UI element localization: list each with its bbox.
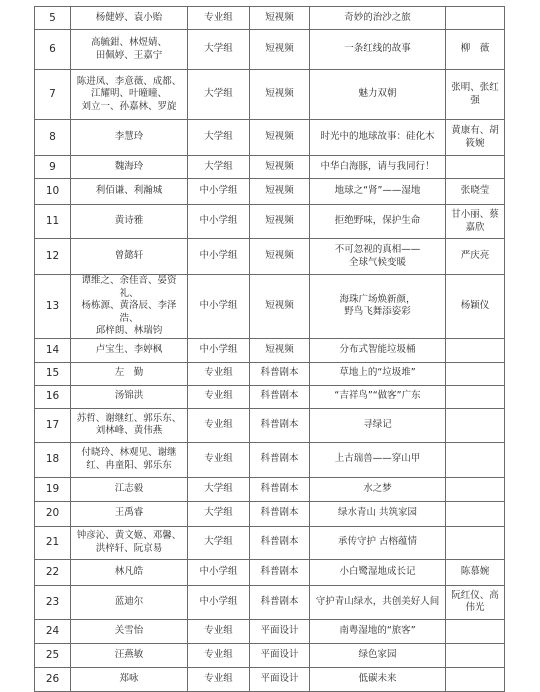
cell-number: 10 <box>35 179 71 205</box>
cell-author: 杨健婷、袁小贻 <box>71 7 188 30</box>
cell-number: 19 <box>35 477 71 501</box>
cell-tutor <box>446 156 505 179</box>
cell-number: 5 <box>35 7 71 30</box>
cell-category: 科普剧本 <box>250 385 310 408</box>
cell-tutor <box>446 643 505 667</box>
cell-category: 短视频 <box>250 120 310 156</box>
cell-group: 大学组 <box>188 477 250 501</box>
cell-group: 专业组 <box>188 362 250 385</box>
cell-work-title: 中华白海豚，请与我同行！ <box>310 156 446 179</box>
cell-category: 科普剧本 <box>250 362 310 385</box>
cell-category: 短视频 <box>250 338 310 362</box>
cell-author: 江志毅 <box>71 477 188 501</box>
cell-number: 7 <box>35 70 71 120</box>
cell-tutor <box>446 385 505 408</box>
cell-author: 林凡皓 <box>71 559 188 585</box>
cell-tutor <box>446 477 505 501</box>
cell-category: 平面设计 <box>250 667 310 691</box>
cell-category: 短视频 <box>250 179 310 205</box>
cell-tutor <box>446 338 505 362</box>
cell-number: 24 <box>35 619 71 643</box>
table-row <box>35 643 505 667</box>
cell-work-title: 奇妙的治沙之旅 <box>310 7 446 30</box>
cell-group: 专业组 <box>188 619 250 643</box>
cell-group: 大学组 <box>188 156 250 179</box>
cell-work-title: 守护青山绿水，共创美好人间 <box>310 585 446 619</box>
table-row <box>35 442 505 477</box>
table-row <box>35 667 505 691</box>
cell-category: 科普剧本 <box>250 526 310 559</box>
cell-group: 专业组 <box>188 667 250 691</box>
table-row <box>35 477 505 501</box>
cell-work-title: 绿水青山 共筑家园 <box>310 501 446 526</box>
cell-work-title: “吉祥鸟”“做客”广东 <box>310 385 446 408</box>
cell-work-title: 分布式智能垃圾桶 <box>310 338 446 362</box>
cell-group: 专业组 <box>188 408 250 442</box>
cell-tutor <box>446 362 505 385</box>
cell-tutor <box>446 619 505 643</box>
cell-group: 大学组 <box>188 120 250 156</box>
cell-author: 蓝迪尔 <box>71 585 188 619</box>
cell-author: 李慧玲 <box>71 120 188 156</box>
cell-category: 科普剧本 <box>250 477 310 501</box>
cell-author: 陈进凤、李意薇、成都、 江耀明、叶曈曈、 刘立一、孙嘉林、罗旋 <box>71 70 188 120</box>
cell-number: 16 <box>35 385 71 408</box>
cell-work-title: 不可忽视的真相—— 全球气候变暖 <box>310 239 446 275</box>
cell-author: 左 勤 <box>71 362 188 385</box>
cell-work-title: 一条红线的故事 <box>310 30 446 70</box>
table-row <box>35 7 505 30</box>
cell-category: 科普剧本 <box>250 559 310 585</box>
table-row <box>35 70 505 120</box>
table-row <box>35 30 505 70</box>
cell-tutor: 张明、张红强 <box>446 70 505 120</box>
cell-tutor <box>446 408 505 442</box>
cell-category: 短视频 <box>250 30 310 70</box>
table-row <box>35 501 505 526</box>
cell-number: 13 <box>35 275 71 339</box>
cell-category: 科普剧本 <box>250 501 310 526</box>
cell-category: 短视频 <box>250 7 310 30</box>
cell-group: 专业组 <box>188 643 250 667</box>
award-list-table <box>34 6 505 692</box>
cell-number: 20 <box>35 501 71 526</box>
cell-group: 大学组 <box>188 30 250 70</box>
cell-number: 9 <box>35 156 71 179</box>
table-row <box>35 205 505 239</box>
cell-group: 专业组 <box>188 442 250 477</box>
cell-number: 21 <box>35 526 71 559</box>
cell-work-title: 地球之“肾”——湿地 <box>310 179 446 205</box>
table-row <box>35 619 505 643</box>
cell-category: 短视频 <box>250 156 310 179</box>
cell-number: 26 <box>35 667 71 691</box>
cell-work-title: 海珠广场焕新颜， 野鸟飞舞添姿彩 <box>310 275 446 339</box>
table-row <box>35 585 505 619</box>
table-row <box>35 239 505 275</box>
cell-number: 12 <box>35 239 71 275</box>
cell-author: 王禹睿 <box>71 501 188 526</box>
cell-author: 利佰谦、利瀚城 <box>71 179 188 205</box>
cell-number: 11 <box>35 205 71 239</box>
cell-work-title: 寻绿记 <box>310 408 446 442</box>
cell-work-title: 水之梦 <box>310 477 446 501</box>
table-row <box>35 179 505 205</box>
cell-group: 中小学组 <box>188 338 250 362</box>
cell-author: 魏海玲 <box>71 156 188 179</box>
cell-group: 大学组 <box>188 526 250 559</box>
cell-group: 中小学组 <box>188 205 250 239</box>
cell-tutor <box>446 7 505 30</box>
table-row <box>35 559 505 585</box>
table-row <box>35 385 505 408</box>
cell-group: 中小学组 <box>188 239 250 275</box>
cell-category: 科普剧本 <box>250 585 310 619</box>
cell-tutor <box>446 501 505 526</box>
cell-tutor: 阮红仪、高 伟光 <box>446 585 505 619</box>
table-row <box>35 156 505 179</box>
table-row <box>35 408 505 442</box>
cell-work-title: 低碳未来 <box>310 667 446 691</box>
cell-work-title: 魅力双朝 <box>310 70 446 120</box>
cell-work-title: 承传守护 古榕蕴情 <box>310 526 446 559</box>
table-row <box>35 275 505 339</box>
cell-number: 18 <box>35 442 71 477</box>
cell-number: 15 <box>35 362 71 385</box>
cell-category: 短视频 <box>250 275 310 339</box>
cell-author: 卢宝生、李婷枫 <box>71 338 188 362</box>
cell-tutor: 杨颖仪 <box>446 275 505 339</box>
cell-author: 苏哲、谢继红、郭乐东、 刘林峰、黄伟燕 <box>71 408 188 442</box>
cell-group: 专业组 <box>188 7 250 30</box>
cell-category: 短视频 <box>250 239 310 275</box>
cell-tutor <box>446 667 505 691</box>
cell-author: 高毓鉗、林煜婧、 田佩婷、王嘉宁 <box>71 30 188 70</box>
table-row <box>35 120 505 156</box>
cell-category: 平面设计 <box>250 619 310 643</box>
cell-number: 22 <box>35 559 71 585</box>
cell-tutor: 黄康有、胡 筱婉 <box>446 120 505 156</box>
cell-tutor <box>446 442 505 477</box>
cell-number: 17 <box>35 408 71 442</box>
cell-author: 汪燕敏 <box>71 643 188 667</box>
cell-author: 付晓玲、林观见、谢继 红、冉童阳、郭乐东 <box>71 442 188 477</box>
cell-author: 黄诗雅 <box>71 205 188 239</box>
cell-author: 钟彦沁、黄文姬、邓馨、 洪梓轩、阮京易 <box>71 526 188 559</box>
cell-tutor: 柳 薇 <box>446 30 505 70</box>
cell-category: 短视频 <box>250 205 310 239</box>
cell-category: 短视频 <box>250 70 310 120</box>
cell-tutor: 甘小丽、蔡 嘉欣 <box>446 205 505 239</box>
cell-work-title: 小白鹭湿地成长记 <box>310 559 446 585</box>
cell-group: 中小学组 <box>188 275 250 339</box>
cell-author: 曾懿轩 <box>71 239 188 275</box>
cell-work-title: 草地上的“垃圾堆” <box>310 362 446 385</box>
cell-group: 专业组 <box>188 385 250 408</box>
cell-tutor: 严庆亮 <box>446 239 505 275</box>
cell-work-title: 上古瑞兽——穿山甲 <box>310 442 446 477</box>
cell-category: 平面设计 <box>250 643 310 667</box>
cell-author: 关雪怡 <box>71 619 188 643</box>
cell-category: 科普剧本 <box>250 442 310 477</box>
cell-number: 23 <box>35 585 71 619</box>
cell-group: 中小学组 <box>188 559 250 585</box>
cell-work-title: 拒绝野味，保护生命 <box>310 205 446 239</box>
cell-category: 科普剧本 <box>250 408 310 442</box>
cell-tutor: 张晓莹 <box>446 179 505 205</box>
cell-number: 14 <box>35 338 71 362</box>
cell-author: 郑咏 <box>71 667 188 691</box>
cell-work-title: 绿色家园 <box>310 643 446 667</box>
cell-tutor <box>446 526 505 559</box>
cell-number: 8 <box>35 120 71 156</box>
table-row <box>35 338 505 362</box>
cell-author: 谭维之、余佳音、晏资礼、 杨栋源、黄洛辰、李泽浩、 邱梓朗、林瑞钧 <box>71 275 188 339</box>
cell-work-title: 南粤湿地的“旅客” <box>310 619 446 643</box>
cell-group: 中小学组 <box>188 585 250 619</box>
cell-group: 大学组 <box>188 70 250 120</box>
cell-group: 中小学组 <box>188 179 250 205</box>
table-body <box>35 7 505 692</box>
cell-tutor: 陈慕婉 <box>446 559 505 585</box>
table-row <box>35 362 505 385</box>
table-row <box>35 526 505 559</box>
cell-number: 25 <box>35 643 71 667</box>
cell-author: 汤锦洪 <box>71 385 188 408</box>
cell-work-title: 时光中的地球故事：硅化木 <box>310 120 446 156</box>
cell-group: 大学组 <box>188 501 250 526</box>
cell-number: 6 <box>35 30 71 70</box>
